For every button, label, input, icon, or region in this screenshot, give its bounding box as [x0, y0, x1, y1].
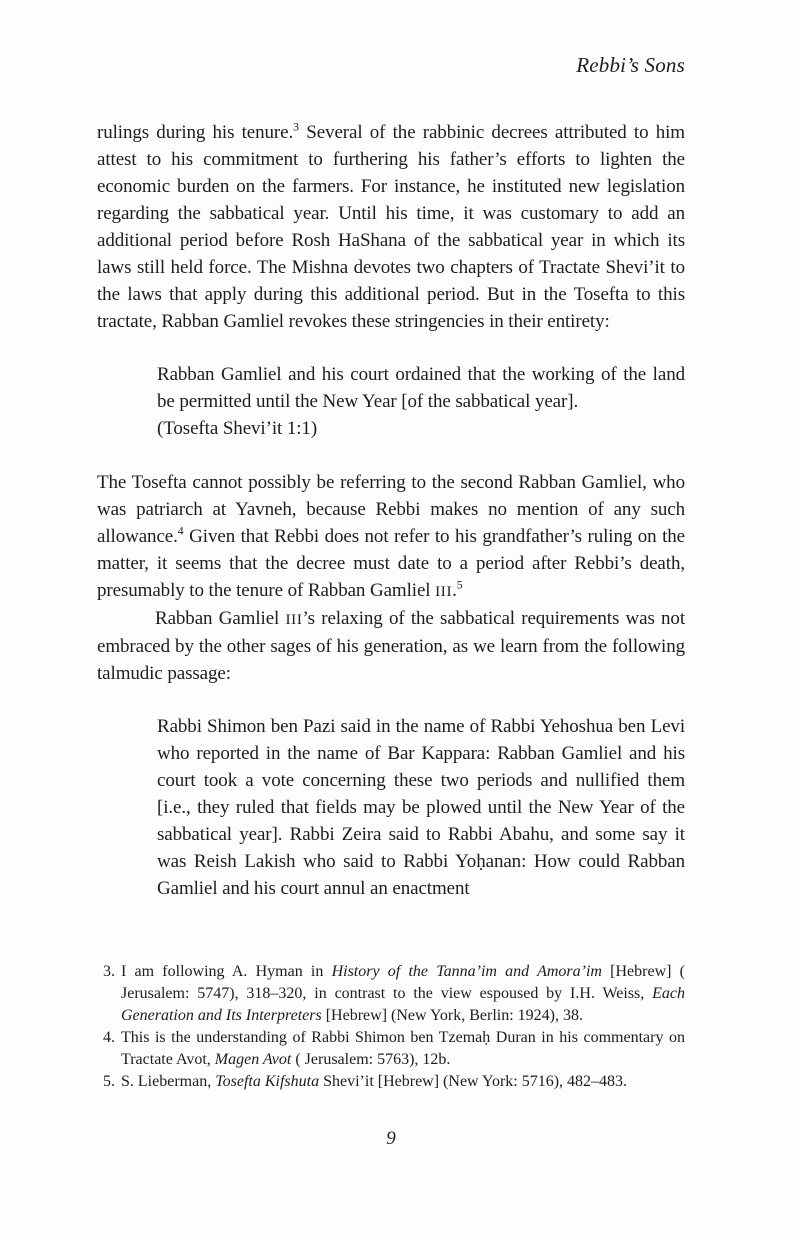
body-text: The Tosefta cannot possibly be referring to the second Rabban Gamliel, who was patriarch at Yavneh, because Rebbi makes no mention of any such allowance. [97, 472, 685, 547]
footnote-reference-3: 3 [293, 120, 300, 134]
footnote-text: S. Lieberman, Tosefta Kifshuta Shevi’it [Hebrew] (New York: 5716), 482–483. [121, 1073, 628, 1090]
cited-work-title: Each Generation and Its Interpreters [121, 985, 685, 1024]
page-body [97, 119, 685, 929]
blockquote-tosefta-sheviit [157, 361, 685, 442]
running-header-title: Rebbi’s Sons [576, 53, 685, 77]
body-text: ’s relaxing of the sabbatical requirements was not embraced by the other sages of his generation, as we learn from the following talmudic passage: [97, 608, 685, 684]
footnote-text: This is the understanding of Rabbi Shimon ben Tzemaḥ Duran in his commentary on Tractate Avot, Magen Avot ( Jerusalem: 5763), 12b. [121, 1029, 685, 1068]
footnotes-section [97, 961, 685, 1093]
paragraph-tosefta-analysis [97, 469, 685, 605]
quote-text: Rabbi Shimon ben Pazi said in the name of Rabbi Yehoshua ben Levi who reported in the name of Bar Kappara: Rabban Gamliel and his court took a vote concerning these two periods and nullified them [i.e., they ruled that fields may be plowed until the New Year of the sabbatical year]. Rabbi Zeira said to Rabbi Abahu, and some say it was Reish Lakish who said to Rabbi Yoḥanan: How could Rabban Gamliel and his court annul an enactment [157, 716, 685, 899]
small-caps-numeral: III [435, 583, 453, 600]
footnote-text: I am following A. Hyman in History of the Tanna’im and Amora’im [Hebrew] ( Jerusalem: 5747), 318–320, in contrast to the view espoused by I.H. Weiss, Each Generation and Its Interpreters [Hebrew] (New York, Berlin: 1924), 38. [121, 963, 686, 1024]
quote-citation: (Tosefta Shevi’it 1:1) [157, 418, 318, 439]
body-text: . [452, 580, 457, 601]
cited-work-title: Magen Avot [214, 1051, 292, 1068]
body-text: Several of the rabbinic decrees attributed to him attest to his commitment to furthering his father’s efforts to lighten the economic burden on the farmers. For instance, he instituted new legislation regarding the sabbatical year. Until his time, it was customary to add an additional period before Rosh HaShana of the sabbatical year in which its laws still held force. The Mishna devotes two chapters of Tractate Shevi’it to the laws that apply during this additional period. But in the Tosefta to this tractate, Rabban Gamliel revokes these stringencies in their entirety: [97, 122, 685, 332]
footnote-number: 5. [103, 1073, 115, 1090]
body-text: Rabban Gamliel [155, 608, 286, 629]
cited-work-title: History of the Tanna’im and Amora’im [331, 963, 602, 980]
body-text: Given that Rebbi does not refer to his grandfather’s ruling on the matter, it seems that the decree must date to a period after Rebbi’s death, presumably to the tenure of Rabban Gamliel [97, 526, 685, 601]
body-text: rulings during his tenure. [97, 122, 294, 143]
footnote-4 [97, 1027, 685, 1071]
footnote-number: 4. [103, 1029, 115, 1046]
cited-work-title: Tosefta Kifshuta [215, 1073, 320, 1090]
footnote-5 [97, 1071, 685, 1093]
footnote-reference-4: 4 [177, 524, 184, 538]
footnote-reference-5: 5 [456, 578, 463, 592]
blockquote-talmud-passage [157, 713, 685, 902]
footnote-3 [97, 961, 685, 1027]
page-number: 9 [386, 1128, 396, 1149]
footnote-number: 3. [103, 963, 115, 980]
paragraph-continuation [97, 119, 685, 335]
quote-text: Rabban Gamliel and his court ordained that the working of the land be permitted until the New Year [of the sabbatical year]. [157, 364, 685, 412]
small-caps-numeral: III [285, 611, 303, 628]
paragraph-gamliel-relaxing [97, 605, 685, 687]
